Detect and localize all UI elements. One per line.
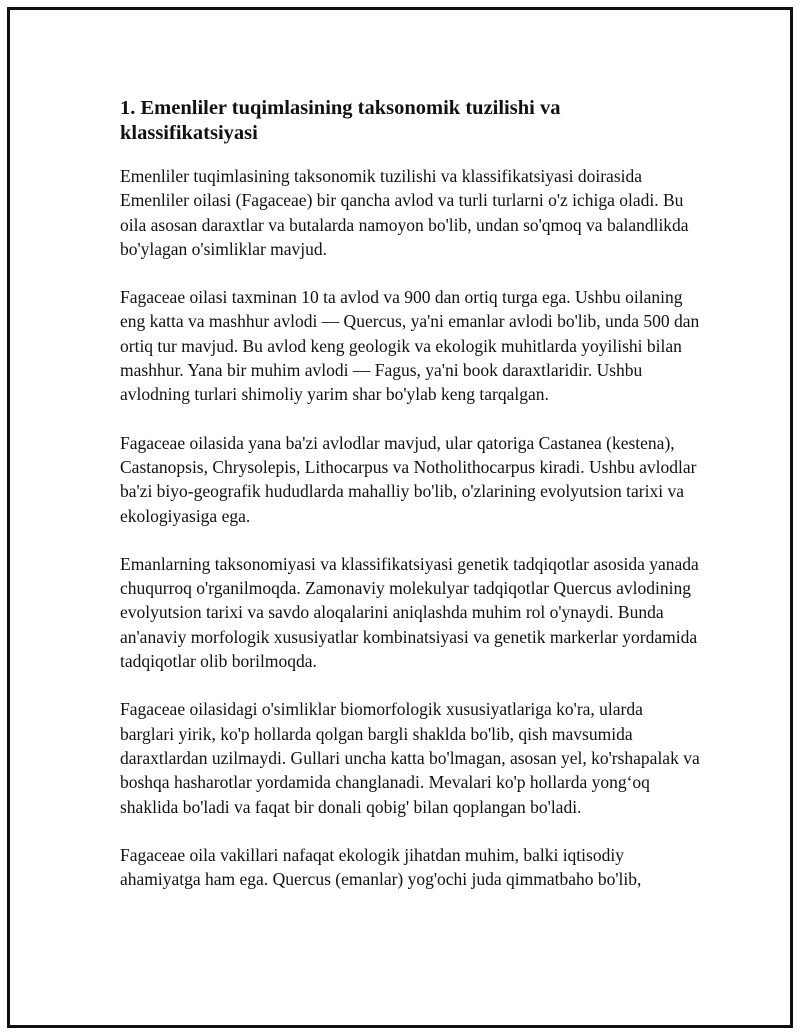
paragraph-3: Fagaceae oilasida yana ba'zi avlodlar mavjud, ular qatoriga Castanea (kestena), Castanopsis, Chrysolepis, Lithocarpus va Notholithocarpus kiradi. Ushbu avlodlar ba'zi biyo-geografik hududlarda mahalliy bo'lib, o'zlarining evolyutsion tarixi va ekologiyasiga ega. <box>120 432 697 526</box>
paragraph-4: Emanlarning taksonomiyasi va klassifikatsiyasi genetik tadqiqotlar asosida yanada chuqurroq o'rganilmoqda. Zamonaviy molekulyar tadqiqotlar Quercus avlodining evolyutsion tarixi va savdo aloqalarini aniqlashda muhim rol o'ynaydi. Bunda an'anaviy morfologik xususiyatlar kombinatsiyasi va genetik markerlar yordamida tadqiqotlar olib borilmoqda. <box>120 553 699 672</box>
section-title: 1. Emenliler tuqimlasining taksonomik tuzilishi va klassifikatsiyasi <box>120 97 561 144</box>
paragraph-5: Fagaceae oilasidagi o'simliklar biomorfologik xususiyatlariga ko'ra, ularda barglari yirik, ko'p hollarda qolgan bargli shaklda bo'lib, qish mavsumida daraxtlardan uzilmaydi. Gullari uncha katta bo'lmagan, asosan yel, ko'rshapalak va boshqa hasharotlar yordamida changlanadi. Mevalari ko'p hollarda yong‘oq shaklida bo'ladi va faqat bir donali qobig' bilan qoplangan bo'ladi. <box>120 699 700 817</box>
document-body <box>120 96 700 915</box>
paragraph-1: Emenliler tuqimlasining taksonomik tuzilishi va klassifikatsiyasi doirasida Emenliler oilasi (Fagaceae) bir qancha avlod va turli turlarni o'z ichiga oladi. Bu oila asosan daraxtlar va butalarda namoyon bo'lib, undan so'qmoq va balandlikda bo'ylagan o'simliklar mavjud. <box>120 166 689 259</box>
paragraph-2: Fagaceae oilasi taxminan 10 ta avlod va 900 dan ortiq turga ega. Ushbu oilaning eng katta va mashhur avlodi — Quercus, ya'ni emanlar avlodi bo'lib, unda 500 dan ortiq tur mavjud. Bu avlod keng geologik va ekologik muhitlarda yoyilishi bilan mashhur. Yana bir muhim avlodi — Fagus, ya'ni book daraxtlaridir. Ushbu avlodning turlari shimoliy yarim shar bo'ylab keng tarqalgan. <box>120 287 700 405</box>
paragraph-6: Fagaceae oila vakillari nafaqat ekologik jihatdan muhim, balki iqtisodiy ahamiyatga ham ega. Quercus (emanlar) yog'ochi juda qimmatbaho bo'lib, <box>120 844 642 890</box>
document-page <box>7 7 793 1028</box>
